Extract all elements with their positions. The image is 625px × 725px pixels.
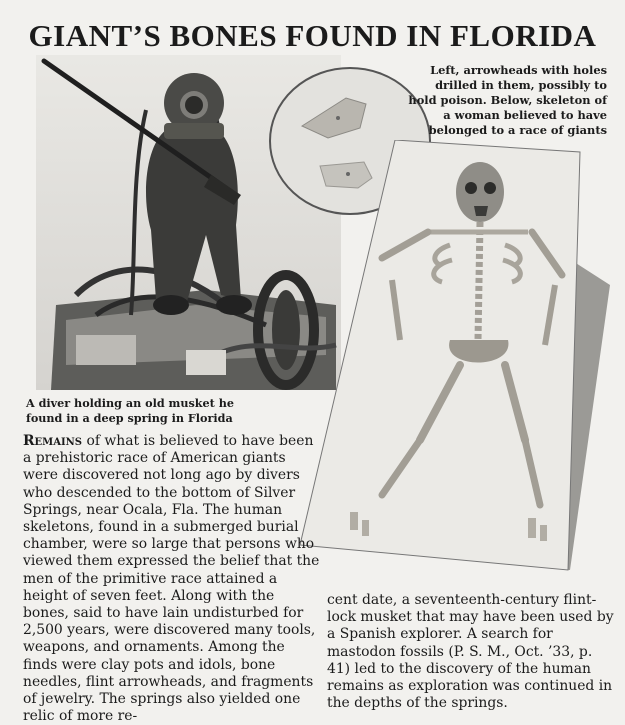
article-column-1 bbox=[23, 433, 323, 725]
diver-caption-line2: found in a deep spring in Florida bbox=[26, 411, 233, 425]
diver-caption bbox=[26, 396, 326, 426]
diver-caption-line1: A diver holding an old musket he bbox=[26, 396, 234, 410]
article-text-col1: of what is believed to have been a prehistoric race of American giants were discovered not long ago by divers who descended to the bottom of Silver Springs, near Ocala, Fla. The human skeletons, found in a submerged burial chamber, were so large that persons who viewed them expressed the belief that the men of the primitive race attained a height of seven feet. Along with the bones, said to have lain undisturbed for 2,500 years, were discovered many tools, weapons, and ornaments. Among the finds were clay pots and idols, bone needles, flint arrowheads, and fragments of jewelry. The springs also yielded one relic of more re- bbox=[23, 433, 320, 725]
arrowheads-caption: Left, arrowheads with holes drilled in them, possibly to hold poison. Below, skeleton of a woman believed to have belonged to a race of giants bbox=[408, 63, 607, 137]
headline: GIANT’S BONES FOUND IN FLORIDA bbox=[28, 18, 597, 53]
skeleton-photo bbox=[300, 140, 620, 580]
article-column-2 bbox=[327, 592, 617, 712]
article-lead-word: Remains bbox=[23, 433, 83, 449]
article-text-col2: cent date, a seventeenth-century flint-lock musket that may have been used by a Spanish explorer. A search for mastodon fossils (P. S. M., Oct. ’33, p. 41) led to the discovery of the human remains as exploration was continued in the depths of the springs. bbox=[327, 592, 614, 712]
